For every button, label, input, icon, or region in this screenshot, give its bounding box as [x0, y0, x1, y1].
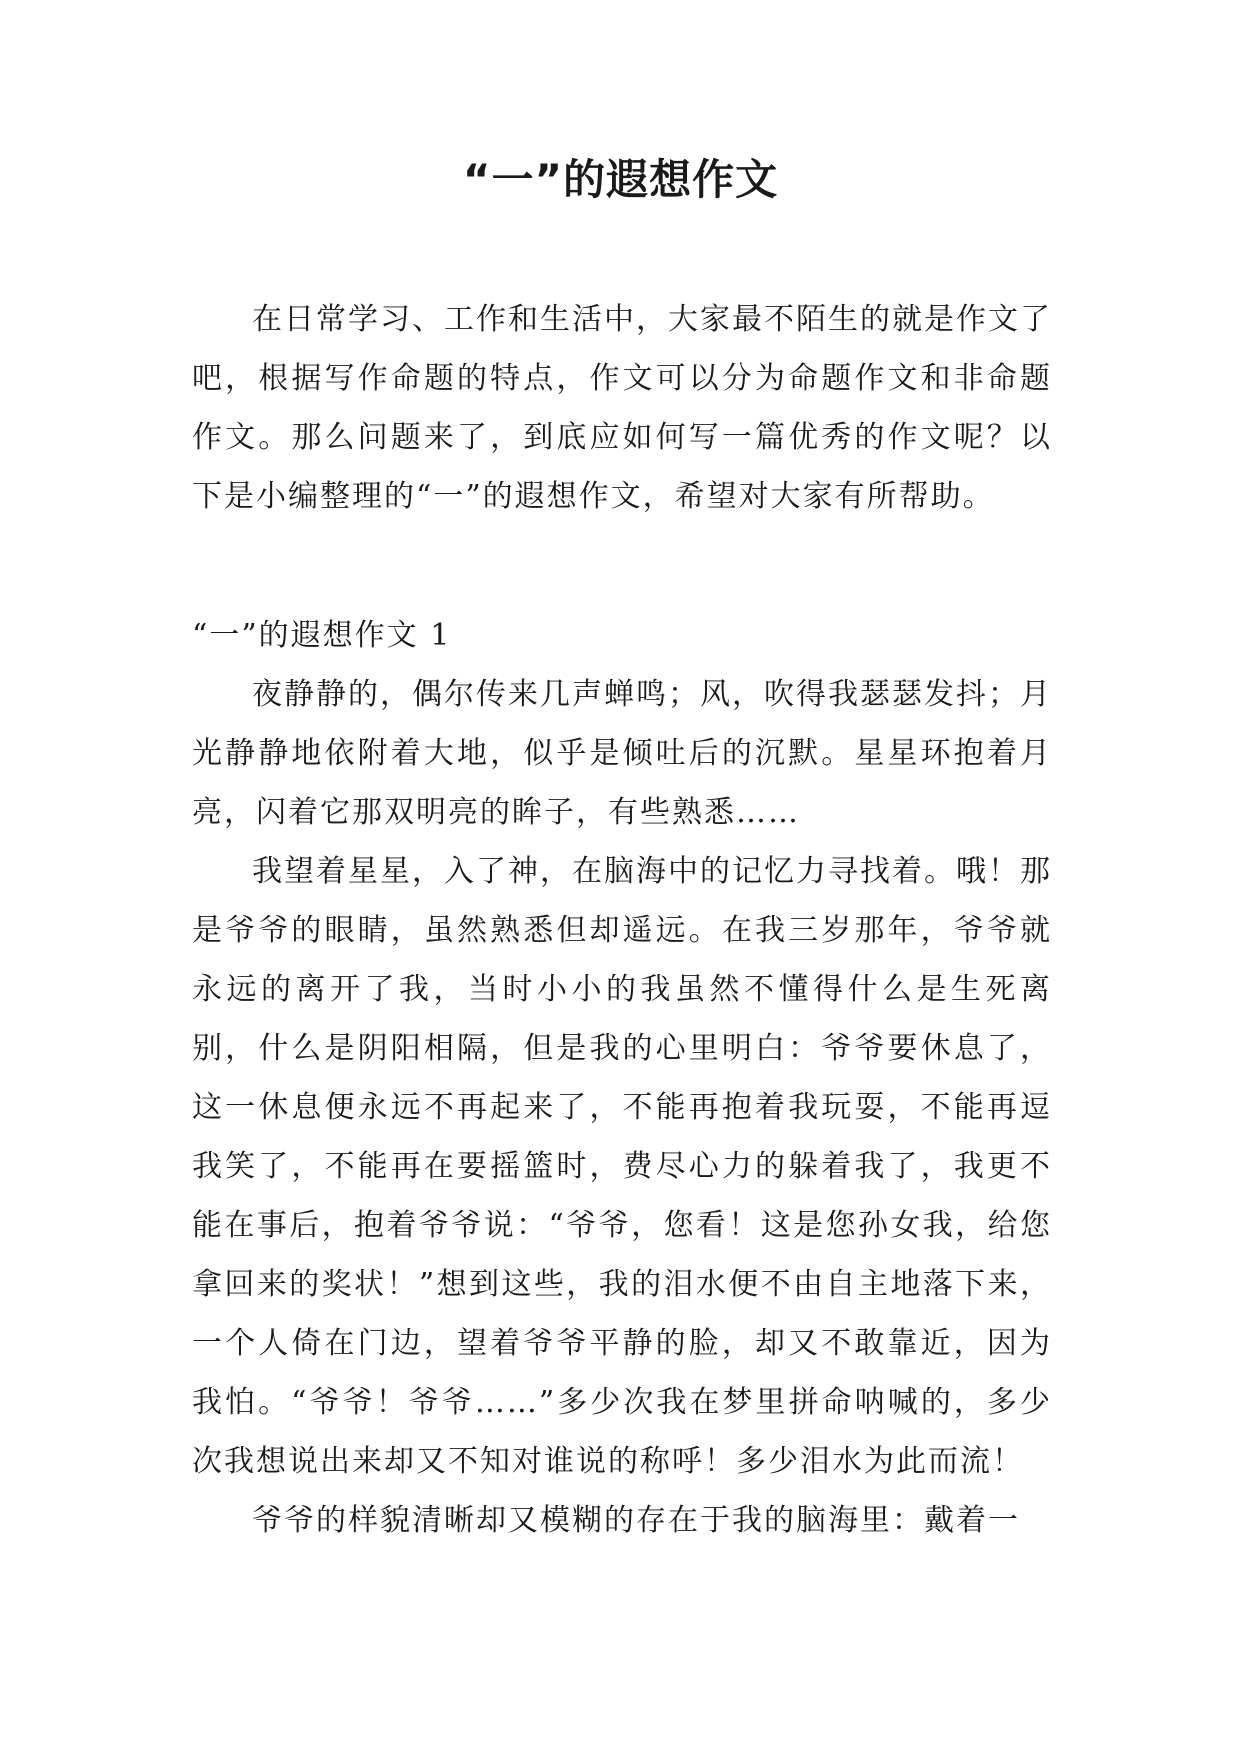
body-paragraph-3: 爷爷的样貌清晰却又模糊的存在于我的脑海里：戴着一: [252, 1503, 1020, 1538]
section-heading: “一”的遐想作文 1: [192, 618, 452, 653]
body-paragraph-2: 我望着星星，入了神，在脑海中的记忆力寻找着。哦！那是爷爷的眼睛，虽然熟悉但却遥远。在我三岁那年，爷爷就永远的离开了我，当时小小的我虽然不懂得什么是生死离别，什么是阴阳相隔，但是我的心里明白：爷爷要休息了，这一休息便永远不再起来了，不能再抱着我玩耍，不能再逗我笑了，不能再在要摇篮时，费尽心力的躲着我了，我更不能在事后，抱着爷爷说：“爷爷，您看！这是您孙女我，给您拿回来的奖状！”想到这些，我的泪水便不由自主地落下来，一个人倚在门边，望着爷爷平静的脸，却又不敢靠近，因为我怕。“爷爷！爷爷……”多少次我在梦里拼命呐喊的，多少次我想说出来却又不知对谁说的称呼！多少泪水为此而流！: [192, 854, 1052, 1479]
body-paragraph-1: 夜静静的，偶尔传来几声蝉鸣；风，吹得我瑟瑟发抖；月光静静地依附着大地，似乎是倾吐后的沉默。星星环抱着月亮，闪着它那双明亮的眸子，有些熟悉……: [192, 677, 1052, 830]
document-body: [192, 290, 1052, 1550]
document-title: “一”的遐想作文: [462, 155, 779, 204]
intro-paragraph: 在日常学习、工作和生活中，大家最不陌生的就是作文了吧，根据写作命题的特点，作文可以分为命题作文和非命题作文。那么问题来了，到底应如何写一篇优秀的作文呢？以下是小编整理的“一”的遐想作文，希望对大家有所帮助。: [192, 302, 1052, 514]
